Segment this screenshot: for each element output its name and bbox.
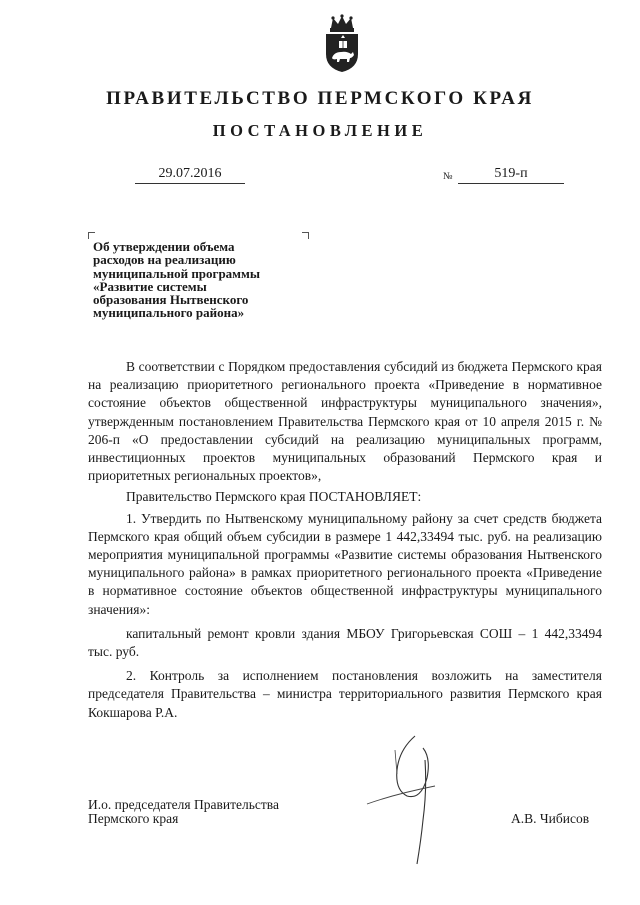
subject-line: образования Нытвенского bbox=[93, 292, 249, 308]
subject-corner-left bbox=[88, 232, 95, 239]
resolution-paragraph: Правительство Пермского края ПОСТАНОВЛЯЕТ: bbox=[126, 489, 422, 505]
subject-line: муниципального района» bbox=[93, 305, 245, 321]
document-date: 29.07.2016 bbox=[135, 166, 245, 184]
signatory-name: А.В. Чибисов bbox=[511, 811, 590, 826]
clause-2-paragraph: 2. Контроль за исполнением постановления возложить на заместителя председателя Правительства – министра территориального развития Пермского края Кокшарова Р.А. bbox=[88, 668, 602, 720]
subject-line: «Развитие системы bbox=[93, 278, 207, 294]
government-title: ПРАВИТЕЛЬСТВО ПЕРМСКОГО КРАЯ bbox=[106, 88, 534, 109]
subject-line: муниципальной программы bbox=[93, 265, 261, 281]
position-line: Пермского края bbox=[88, 810, 179, 826]
subject-line: расходов на реализацию bbox=[93, 252, 236, 268]
number-sign: № bbox=[443, 171, 453, 182]
clause-1-paragraph: 1. Утвердить по Нытвенскому муниципальному району за счет средств бюджета Пермского края общий объем субсидии в размере 1 442,33494 тыс. руб. на реализацию мероприятия муниципальной программы «Развитие системы образования Нытвенского муниципального района» в рамках приоритетного регионального проекта «Приведение в нормативное состояние объектов общественной инфраструктуры муниципального значения»: bbox=[88, 510, 602, 617]
document-body bbox=[88, 358, 602, 722]
document-type: ПОСТАНОВЛЕНИЕ bbox=[212, 121, 428, 140]
position-line: И.о. председателя Правительства bbox=[88, 797, 279, 812]
preamble-paragraph: В соответствии с Порядком предоставления субсидий из бюджета Пермского края на реализацию приоритетного регионального проекта «Приведение в нормативное состояние объектов общественной инфраструктуры муниципального значения», утвержденным постановлением Правительства Пермского края от 10 апреля 2015 г. № 206-п «О предоставлении субсидий на реализацию муниципальных программ, инвестиционных проектов муниципальных образований Пермского края и приоритетных региональных проектов», bbox=[88, 359, 602, 484]
document-number: 519-п bbox=[458, 166, 564, 184]
subject-corner-right bbox=[302, 232, 309, 239]
document-subject bbox=[93, 240, 313, 320]
handwritten-signature-icon bbox=[355, 730, 485, 870]
subject-line: Об утверждении объема bbox=[93, 239, 235, 254]
signatory-position bbox=[88, 798, 279, 825]
coat-of-arms-icon bbox=[321, 14, 363, 74]
clause-1-item: капитальный ремонт кровли здания МБОУ Григорьевская СОШ – 1 442,33494 тыс. руб. bbox=[88, 625, 602, 660]
